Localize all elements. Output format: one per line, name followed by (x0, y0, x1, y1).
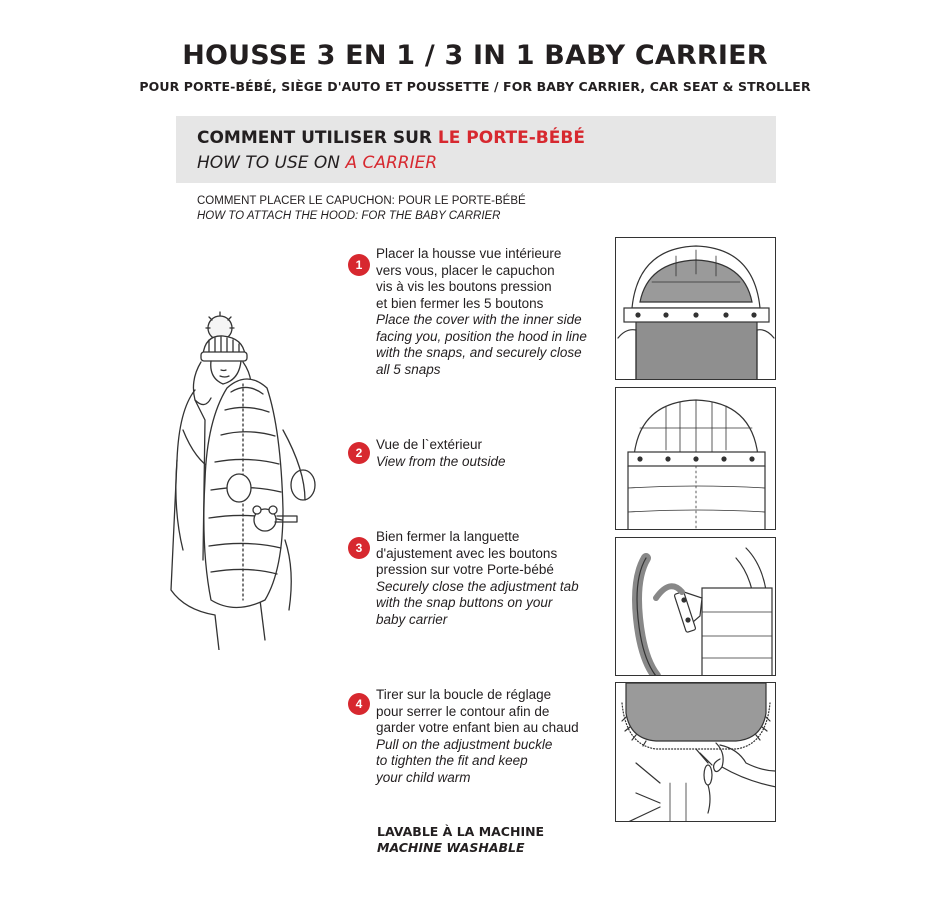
step-4-english-line-1: Pull on the adjustment buckle (376, 736, 553, 752)
step-4-number-badge: 4 (348, 693, 370, 715)
step-1-english-line-4: all 5 snaps (376, 361, 441, 377)
step-3-english-line-2: with the snap buttons on your (376, 595, 553, 610)
step-4-text (376, 687, 616, 786)
woman-with-baby-carrier-illustration (165, 310, 335, 650)
step-3-french-line-3: pression sur votre Porte-bébé (376, 562, 554, 577)
step-1-illustration-panel (615, 237, 776, 380)
step-4-illustration-panel (615, 682, 776, 822)
step-4-french-line-2: pour serrer le contour afin de (376, 703, 550, 719)
step-2-text (376, 437, 616, 470)
hood-inner-side-illustration (616, 238, 776, 380)
step-1-french-line-1: Placer la housse vue intérieure (376, 246, 562, 261)
washing-instructions (377, 824, 544, 856)
adjustment-buckle-illustration (616, 683, 776, 822)
step-3-english-line-1: Securely close the adjustment tab (376, 578, 579, 594)
step-2-illustration-panel (615, 387, 776, 530)
step-4-french-line-3: garder votre enfant bien au chaud (376, 720, 579, 735)
hood-heading-english: HOW TO ATTACH THE HOOD: FOR THE BABY CARRIER (197, 210, 501, 222)
step-4-english-line-2: to tighten the fit and keep (376, 753, 528, 768)
step-1-english-line-1: Place the cover with the inner side (376, 312, 582, 327)
banner-french-prefix: COMMENT UTILISER SUR (197, 128, 438, 148)
banner-french (197, 128, 585, 148)
step-1-number-badge: 1 (348, 254, 370, 276)
washing-french: LAVABLE À LA MACHINE (377, 824, 545, 839)
step-3-french-line-1: Bien fermer la languette (376, 529, 520, 544)
hood-outside-view-illustration (616, 388, 776, 530)
step-4-english-line-3: your child warm (376, 769, 471, 785)
section-banner (176, 116, 776, 183)
adjustment-tab-illustration (616, 538, 776, 676)
step-1-english-line-3: with the snaps, and securely close (376, 345, 582, 360)
page-subtitle: POUR PORTE-BÉBÉ, SIÈGE D'AUTO ET POUSSETTE / FOR BABY CARRIER, CAR SEAT & STROLLER (139, 79, 811, 94)
step-3-illustration-panel (615, 537, 776, 676)
banner-english-highlight: A CARRIER (345, 153, 438, 173)
step-1-french-line-2: vers vous, placer le capuchon (376, 262, 555, 278)
step-1-french-line-3: vis à vis les boutons pression (376, 279, 552, 294)
step-1-english-line-2: facing you, position the hood in line (376, 328, 587, 344)
banner-french-highlight: LE PORTE-BÉBÉ (437, 128, 585, 148)
step-3-number-badge: 3 (348, 537, 370, 559)
step-3-english-line-3: baby carrier (376, 611, 448, 627)
step-3-french-line-2: d'ajustement avec les boutons (376, 545, 558, 561)
step-3-text (376, 529, 616, 628)
page-title: HOUSSE 3 EN 1 / 3 IN 1 BABY CARRIER (182, 40, 768, 71)
step-1-text (376, 246, 616, 378)
washing-english: MACHINE WASHABLE (377, 840, 525, 855)
banner-english (197, 153, 437, 173)
step-2-number-badge: 2 (348, 442, 370, 464)
step-4-french-line-1: Tirer sur la boucle de réglage (376, 687, 552, 702)
step-2-french-line-1: Vue de l`extérieur (376, 437, 483, 452)
banner-english-prefix: HOW TO USE ON (197, 153, 346, 173)
hood-heading-french: COMMENT PLACER LE CAPUCHON: POUR LE PORTE-BÉBÉ (197, 195, 526, 207)
step-2-english-line-1: View from the outside (376, 453, 506, 469)
step-1-french-line-4: et bien fermer les 5 boutons (376, 295, 544, 311)
